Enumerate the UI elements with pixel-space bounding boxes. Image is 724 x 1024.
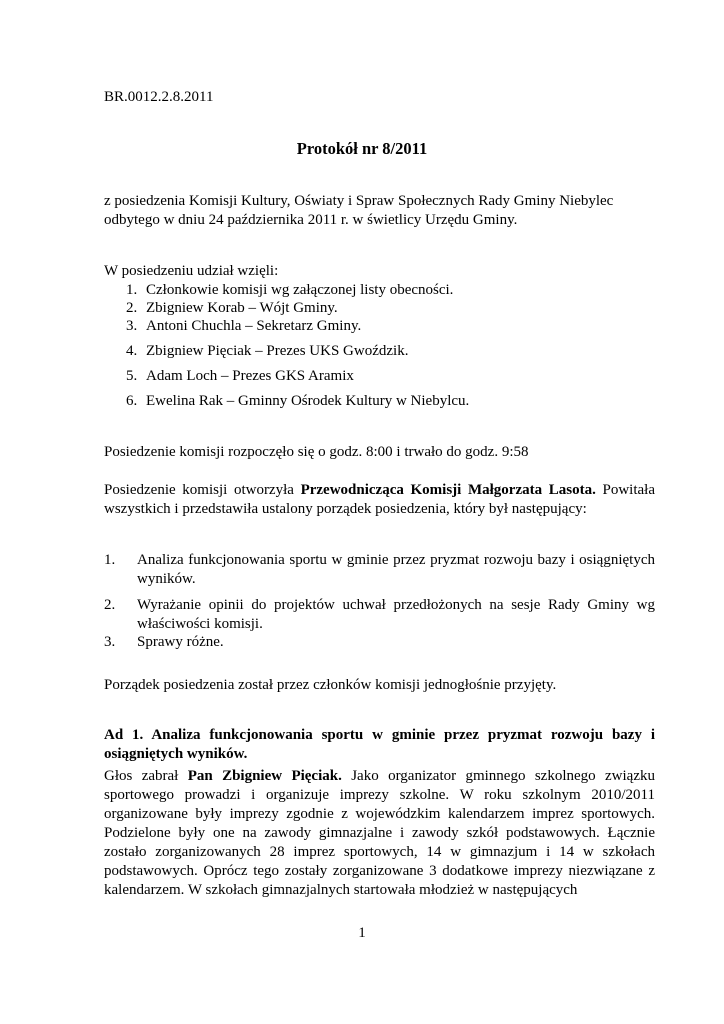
opening-paragraph xyxy=(104,481,655,519)
agenda-number: 3. xyxy=(104,634,116,650)
intro-line-1: z posiedzenia Komisji Kultury, Oświaty i Spraw Społecznych Rady Gminy Niebylec xyxy=(104,193,614,209)
attendee-number: 4. xyxy=(126,343,138,359)
intro-line-2: odbytego w dniu 24 października 2011 r. w świetlicy Urzędu Gminy. xyxy=(104,212,518,228)
attendee-item xyxy=(126,281,453,300)
attendee-text: Zbigniew Korab – Wójt Gminy. xyxy=(146,300,338,316)
attendee-number: 5. xyxy=(126,368,138,384)
attendee-item xyxy=(126,342,408,361)
agenda-adopted: Porządek posiedzenia został przez członków komisji jednogłośnie przyjęty. xyxy=(104,677,557,693)
attendee-item xyxy=(126,299,338,318)
section-heading-ad1: Ad 1. Analiza funkcjonowania sportu w gminie przez pryzmat rozwoju bazy i osiągniętych wyników. xyxy=(104,727,655,762)
agenda-text: Analiza funkcjonowania sportu w gminie przez pryzmat rozwoju bazy i osiągniętych wyników. xyxy=(137,552,655,587)
agenda-text: Wyrażanie opinii do projektów uchwał przedłożonych na sesje Rady Gminy wg właściwości komisji. xyxy=(137,597,655,632)
attendee-text: Członkowie komisji wg załączonej listy obecności. xyxy=(146,282,454,298)
attendee-text: Antoni Chuchla – Sekretarz Gminy. xyxy=(146,318,362,334)
attendee-item xyxy=(126,317,361,336)
attendance-heading: W posiedzeniu udział wzięli: xyxy=(104,263,279,279)
ad1-text: Głos zabrał xyxy=(104,768,188,784)
speaker-name: Pan Zbigniew Pięciak. xyxy=(187,768,342,784)
attendee-number: 6. xyxy=(126,393,138,409)
agenda-text: Sprawy różne. xyxy=(137,634,224,650)
agenda-number: 2. xyxy=(104,597,116,613)
attendee-number: 1. xyxy=(126,282,138,298)
chairperson-name: Przewodnicząca Komisji Małgorzata Lasota. xyxy=(300,482,596,498)
attendee-text: Adam Loch – Prezes GKS Aramix xyxy=(146,368,354,384)
ad1-paragraph xyxy=(104,767,655,900)
document-reference: BR.0012.2.8.2011 xyxy=(104,89,214,105)
agenda-number: 1. xyxy=(104,552,116,568)
ad1-text-rest: Jako organizator gminnego szkolnego związku sportowego prowadzi i organizuje imprezy szkolne. W roku szkolnym 2010/2011 organizowane były imprezy zgodnie z wojewódzkim kalendarzem imprez sportowych. Podzielone były one na zawody gimnazjalne i zawody szkół podstawowych. Łącznie zostało zorganizowanych 28 imprez sportowych, 14 w gimnazjum i 14 w szkołach podstawowych. Oprócz tego zostały zorganizowane 3 dodatkowe imprezy niezwiązane z kalendarzem. W szkołach gimnazjalnych startowała młodzież w następujących xyxy=(104,768,655,898)
meeting-time: Posiedzenie komisji rozpoczęło się o godz. 8:00 i trwało do godz. 9:58 xyxy=(104,444,529,460)
attendee-item xyxy=(126,367,354,386)
attendee-text: Zbigniew Pięciak – Prezes UKS Gwoździk. xyxy=(146,343,409,359)
attendee-item xyxy=(126,392,469,411)
attendee-number: 3. xyxy=(126,318,138,334)
opening-text-rest: Powitała wszystkich i przedstawiła ustalony porządek posiedzenia, który był następujący: xyxy=(104,482,655,517)
document-title: Protokół nr 8/2011 xyxy=(296,139,428,158)
attendee-number: 2. xyxy=(126,300,138,316)
page-number: 1 xyxy=(358,925,366,941)
opening-text: Posiedzenie komisji otworzyła xyxy=(104,482,301,498)
attendee-text: Ewelina Rak – Gminny Ośrodek Kultury w Niebylcu. xyxy=(146,393,470,409)
